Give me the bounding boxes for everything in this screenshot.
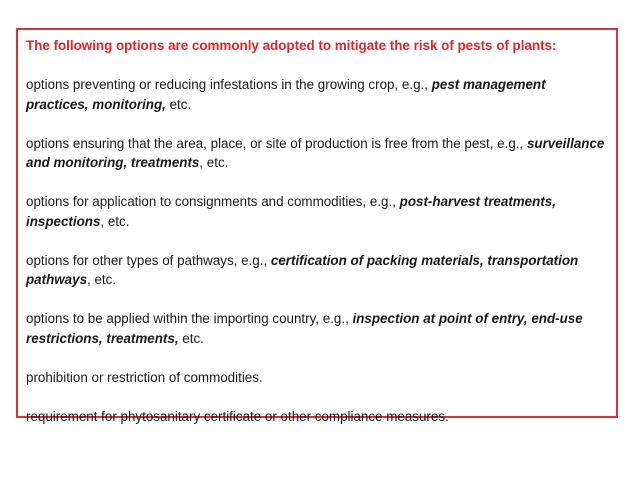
option-item — [26, 134, 608, 173]
option-item-plain: prohibition or restriction of commodities. — [26, 369, 263, 385]
option-suffix: , etc. — [87, 272, 117, 287]
option-text: options to be applied within the importing country, e.g., — [26, 311, 353, 326]
option-examples: surveillance and monitoring, treatments — [26, 135, 605, 170]
option-text: options preventing or reducing infestations in the growing crop, e.g., — [26, 77, 432, 92]
option-examples: certification of packing materials, transportation pathways — [26, 252, 579, 287]
slide-heading: The following options are commonly adopted to mitigate the risk of pests of plants: — [26, 38, 557, 53]
option-suffix: etc. — [165, 96, 192, 112]
option-suffix: etc. — [178, 330, 204, 346]
option-item — [26, 309, 608, 348]
option-item — [26, 75, 608, 114]
content-box — [16, 28, 618, 424]
option-text: options for application to consignments and commodities, e.g., — [26, 194, 400, 209]
option-item — [26, 251, 608, 290]
option-suffix: , etc. — [199, 155, 229, 170]
option-examples: post-harvest treatments, inspections — [26, 194, 556, 229]
option-text: options for other types of pathways, e.g., — [26, 252, 271, 268]
option-text: options ensuring that the area, place, or site of production is free from the pest, e.g., — [26, 135, 527, 151]
option-examples: inspection at point of entry, end-use restrictions, treatments, — [26, 311, 583, 346]
option-item-plain: requirement for phytosanitary certificate or other compliance measures. — [26, 408, 449, 424]
option-examples: pest management practices, monitoring, — [26, 77, 546, 112]
option-suffix: , etc. — [100, 213, 130, 229]
option-item — [26, 192, 608, 231]
